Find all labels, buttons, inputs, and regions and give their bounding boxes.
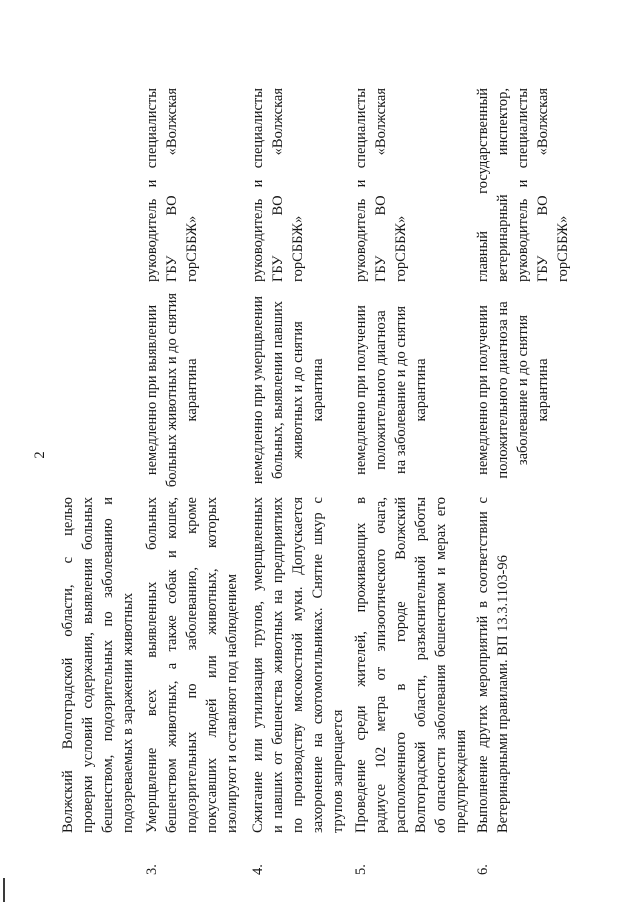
- responsible-line: руководитель и специалисты: [144, 88, 160, 282]
- responsible-line: ГБУ ВО «Волжская: [270, 88, 286, 282]
- measure-line: бешенством животных, а также собак и кошек,: [164, 497, 180, 833]
- table-row: [58, 0, 136, 905]
- responsible-cell: [248, 88, 308, 282]
- measure-line: проверки условий содержания, выявления больных: [80, 497, 96, 833]
- measure-line: Умерщвление всех выявленных больных: [144, 497, 160, 833]
- responsible-line: руководитель и специалисты: [250, 88, 266, 282]
- measure-cell: [351, 497, 471, 833]
- deadline-line: карантина: [535, 358, 551, 422]
- row-number-text: 3.: [144, 864, 160, 875]
- measure-cell: [248, 497, 348, 833]
- deadline-line: больных, выявлении павших: [270, 301, 286, 479]
- table-row: [351, 0, 469, 905]
- measure-line: расположенного в городе Волжский: [393, 497, 409, 833]
- measure-line: предупреждения: [453, 729, 469, 833]
- deadline-line: немедленно при получении: [475, 305, 491, 475]
- responsible-line: горСББЖ»: [393, 215, 409, 282]
- deadline-line: карантина: [413, 358, 429, 422]
- deadline-cell: [248, 291, 328, 489]
- responsible-cell: [351, 88, 411, 282]
- deadline-line: заболевание и до снятия: [515, 314, 531, 466]
- table-row: [248, 0, 346, 905]
- deadline-cell: [473, 291, 553, 489]
- deadline-line: немедленно при умерщвлении: [250, 295, 266, 485]
- row-number-text: 5.: [353, 864, 369, 875]
- deadline-line: положительного диагноза: [373, 310, 389, 470]
- measure-line: изолируют и оставляют под наблюдением: [224, 574, 240, 833]
- measure-line: трупов запрещается: [330, 709, 346, 833]
- deadline-cell: [142, 291, 202, 489]
- table-row: [142, 0, 240, 905]
- deadline-line: карантина: [184, 358, 200, 422]
- table-row: [473, 0, 571, 905]
- responsible-line: горСББЖ»: [184, 215, 200, 282]
- responsible-cell: [142, 88, 202, 282]
- deadline-line: немедленно при выявлении: [144, 304, 160, 476]
- responsible-line: руководитель и специалисты: [353, 88, 369, 282]
- responsible-line: ГБУ ВО «Волжская: [373, 88, 389, 282]
- measure-line: об опасности заболевания бешенством и мерах его: [433, 497, 449, 833]
- deadline-line: на заболевание и до снятия: [393, 305, 409, 475]
- row-number: [248, 839, 268, 875]
- responsible-line: ветеринарный инспектор,: [495, 88, 511, 282]
- measure-line: захоронение на скотомогильниках. Снятие шкур с: [310, 497, 326, 833]
- measure-cell: [142, 497, 242, 833]
- measure-line: Проведение среди жителей, проживающих в: [353, 497, 369, 833]
- row-number: [142, 839, 162, 875]
- deadline-line: животных и до снятия: [290, 321, 306, 459]
- measure-line: подозреваемых в заражении животных: [120, 592, 136, 833]
- row-number: [473, 839, 493, 875]
- measure-line: Волгоградской области, разъяснительной работы: [413, 497, 429, 833]
- page-number: 2: [32, 451, 48, 459]
- measure-line: радиусе 102 метра от эпизоотического очага,: [373, 497, 389, 833]
- measure-line: Сжигание или утилизация трупов, умерщвленных: [250, 497, 266, 833]
- measure-line: Волжский Волгоградской области, с целью: [60, 497, 76, 833]
- responsible-cell: [473, 88, 573, 282]
- deadline-line: карантина: [310, 358, 326, 422]
- responsible-line: руководитель и специалисты: [515, 88, 531, 282]
- deadline-line: больных животных и до снятия: [164, 292, 180, 488]
- measure-line: Ветеринарными правилами. ВП 13.3.1103-96: [495, 555, 511, 833]
- measure-line: бешенством, подозрительных по заболеванию и: [100, 497, 116, 833]
- measure-line: подозрительных по заболеванию, кроме: [184, 497, 200, 833]
- responsible-line: ГБУ ВО «Волжская: [535, 88, 551, 282]
- measure-line: Выполнение других мероприятий в соответствии с: [475, 497, 491, 833]
- responsible-line: горСББЖ»: [290, 215, 306, 282]
- measure-cell: [58, 497, 138, 833]
- measure-line: по производству мясокостной муки. Допускается: [290, 497, 306, 833]
- responsible-line: ГБУ ВО «Волжская: [164, 88, 180, 282]
- deadline-line: немедленно при получении: [353, 305, 369, 475]
- deadline-line: положительного диагноза на: [495, 301, 511, 479]
- scan-edge-mark: [3, 878, 5, 902]
- measure-line: покусавших людей или животных, которых: [204, 497, 220, 833]
- responsible-line: горСББЖ»: [555, 215, 571, 282]
- row-number: [351, 839, 371, 875]
- deadline-cell: [351, 291, 431, 489]
- row-number-text: 4.: [250, 864, 266, 875]
- responsible-line: главный государственный: [475, 88, 491, 282]
- measure-cell: [473, 497, 513, 833]
- row-number-text: 6.: [475, 864, 491, 875]
- measure-line: и павших от бешенства животных на предприятиях: [270, 497, 286, 833]
